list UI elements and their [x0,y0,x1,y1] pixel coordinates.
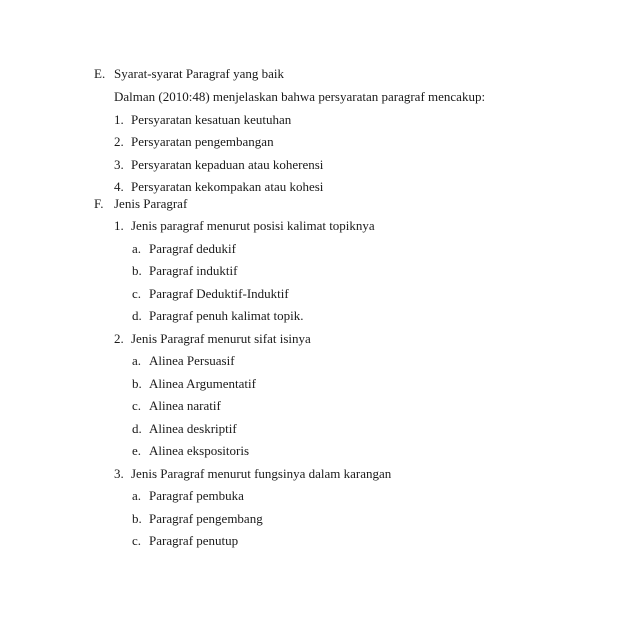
list-marker: b. [132,376,142,391]
list-item-text: Persyaratan kesatuan keutuhan [131,112,292,127]
list-item-text: Alinea Argumentatif [149,376,256,391]
list-marker: e. [132,443,142,458]
list-marker: 4. [114,179,124,194]
list-item-text: Paragraf pembuka [149,488,244,503]
list-marker: 3. [114,157,124,172]
list-item-text: Alinea Persuasif [149,353,235,368]
list-marker: c. [132,286,142,301]
list-marker: b. [132,511,142,526]
section-title: Syarat-syarat Paragraf yang baik [114,66,285,81]
section-marker: F. [94,196,104,211]
list-marker: 2. [114,331,124,346]
list-item-text: Paragraf pengembang [149,511,263,526]
section-title: Jenis Paragraf [114,196,188,211]
list-item-text: Paragraf Deduktif-Induktif [149,286,289,301]
list-item-text: Paragraf penuh kalimat topik. [149,308,304,323]
section-marker: E. [94,66,106,81]
list-item-text: Paragraf induktif [149,263,238,278]
list-marker: a. [132,488,142,503]
list-marker: c. [132,533,142,548]
subsection-title: Jenis paragraf menurut posisi kalimat topiknya [131,218,375,233]
list-marker: 3. [114,466,124,481]
list-marker: 1. [114,112,124,127]
list-item-text: Alinea naratif [149,398,221,413]
subsection-title: Jenis Paragraf menurut fungsinya dalam karangan [131,466,392,481]
list-item-text: Paragraf dedukif [149,241,236,256]
list-marker: d. [132,308,142,323]
list-item-text: Alinea deskriptif [149,421,237,436]
list-item-text: Persyaratan kepaduan atau koherensi [131,157,324,172]
list-item-text: Alinea ekspositoris [149,443,250,458]
list-marker: a. [132,241,142,256]
list-item-text: Persyaratan kekompakan atau kohesi [131,179,324,194]
intro-paragraph: Dalman (2010:48) menjelaskan bahwa persyaratan paragraf mencakup: [114,89,486,104]
list-item-text: Paragraf penutup [149,533,239,548]
list-marker: 2. [114,134,124,149]
subsection-title: Jenis Paragraf menurut sifat isinya [131,331,311,346]
list-item-text: Persyaratan pengembangan [131,134,274,149]
list-marker: 1. [114,218,124,233]
list-marker: a. [132,353,142,368]
list-marker: c. [132,398,142,413]
list-marker: d. [132,421,142,436]
list-marker: b. [132,263,142,278]
